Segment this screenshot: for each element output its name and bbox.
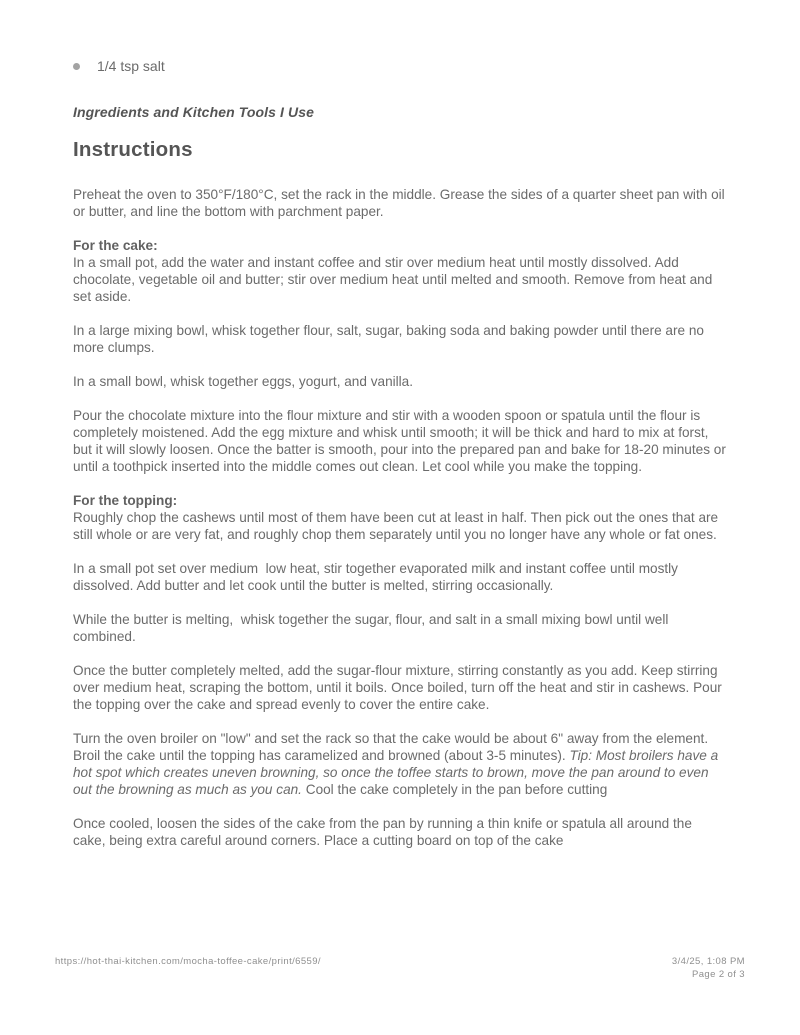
instruction-paragraph — [73, 373, 728, 390]
paragraph-text: In a small bowl, whisk together eggs, yogurt, and vanilla. — [73, 374, 414, 389]
paragraph-text: In a large mixing bowl, whisk together flour, salt, sugar, baking soda and baking powder until there are no more clumps. — [73, 323, 708, 355]
instruction-paragraph — [73, 560, 728, 594]
instruction-paragraph — [73, 815, 728, 849]
footer-meta — [672, 955, 745, 981]
print-footer — [55, 955, 745, 981]
paragraph-lead-label: For the topping: — [73, 493, 178, 508]
paragraph-text: Once the butter completely melted, add the sugar-flour mixture, stirring constantly as you add. Keep stirring over medium heat, scraping the bottom, until it boils. Once boiled, turn off the heat and stir in cashews. Pour the topping over the cake and spread evenly to cover the entire cake. — [73, 663, 726, 712]
paragraph-text: Once cooled, loosen the sides of the cake from the pan by running a thin knife or spatula all around the cake, being extra careful around corners. Place a cutting board on top of the cake — [73, 816, 696, 848]
paragraph-text: Tip: Most broilers have a hot spot which creates uneven browning, so once the toffee starts to brown, move the pan around to even out the browning as much as you can. — [73, 748, 722, 797]
ingredient-item — [73, 57, 728, 75]
instruction-paragraph — [73, 237, 728, 305]
paragraph-text: Turn the oven broiler on "low" and set the rack so that the cake would be about 6" away from the element. Broil the cake until the topping has caramelized and browned (about 3-5 minutes). — [73, 731, 712, 763]
ingredients-list — [73, 57, 728, 75]
footer-page-number: Page 2 of 3 — [692, 969, 745, 980]
bullet-icon — [73, 63, 80, 70]
paragraph-text: In a small pot set over medium low heat, stir together evaporated milk and instant coffee until mostly dissolved. Add butter and let cook until the butter is melted, stirring occasionally. — [73, 561, 682, 593]
ingredients-tools-heading: Ingredients and Kitchen Tools I Use — [73, 104, 315, 120]
instruction-paragraph — [73, 662, 728, 713]
paragraph-text: Cool the cake completely in the pan before cutting — [301, 782, 608, 797]
instruction-paragraph — [73, 611, 728, 645]
instructions-paragraphs — [73, 186, 728, 849]
instruction-paragraph — [73, 186, 728, 220]
ingredient-text: 1/4 tsp salt — [97, 58, 165, 74]
instruction-paragraph — [73, 492, 728, 543]
instruction-paragraph — [73, 407, 728, 475]
paragraph-text: While the butter is melting, whisk together the sugar, flour, and salt in a small mixing bowl until well combined. — [73, 612, 673, 644]
paragraph-lead-label: For the cake: — [73, 238, 158, 253]
footer-url: https://hot-thai-kitchen.com/mocha-toffee-cake/print/6559/ — [55, 956, 321, 967]
instructions-section-title: Instructions — [73, 138, 193, 161]
instruction-paragraph — [73, 322, 728, 356]
paragraph-text: Preheat the oven to 350°F/180°C, set the rack in the middle. Grease the sides of a quarter sheet pan with oil or butter, and line the bottom with parchment paper. — [73, 187, 729, 219]
instruction-paragraph — [73, 730, 728, 798]
footer-datetime: 3/4/25, 1:08 PM — [671, 956, 745, 967]
paragraph-text: Roughly chop the cashews until most of them have been cut at least in half. Then pick out the ones that are still whole or are very fat, and roughly chop them separately until you no longer have any whole or fat ones. — [73, 510, 722, 542]
paragraph-text: Pour the chocolate mixture into the flour mixture and stir with a wooden spoon or spatula until the flour is completely moistened. Add the egg mixture and whisk until smooth; it will be thick and hard to mix at forst, but it will slowly loosen. Once the batter is smooth, pour into the prepared pan and bake for 18-20 minutes or until a toothpick inserted into the middle comes out clean. Let cool while you make the topping. — [73, 408, 730, 474]
paragraph-text: In a small pot, add the water and instant coffee and stir over medium heat until mostly dissolved. Add chocolate, vegetable oil and butter; stir over medium heat until melted and smooth. Remove from heat and set aside. — [73, 255, 717, 304]
